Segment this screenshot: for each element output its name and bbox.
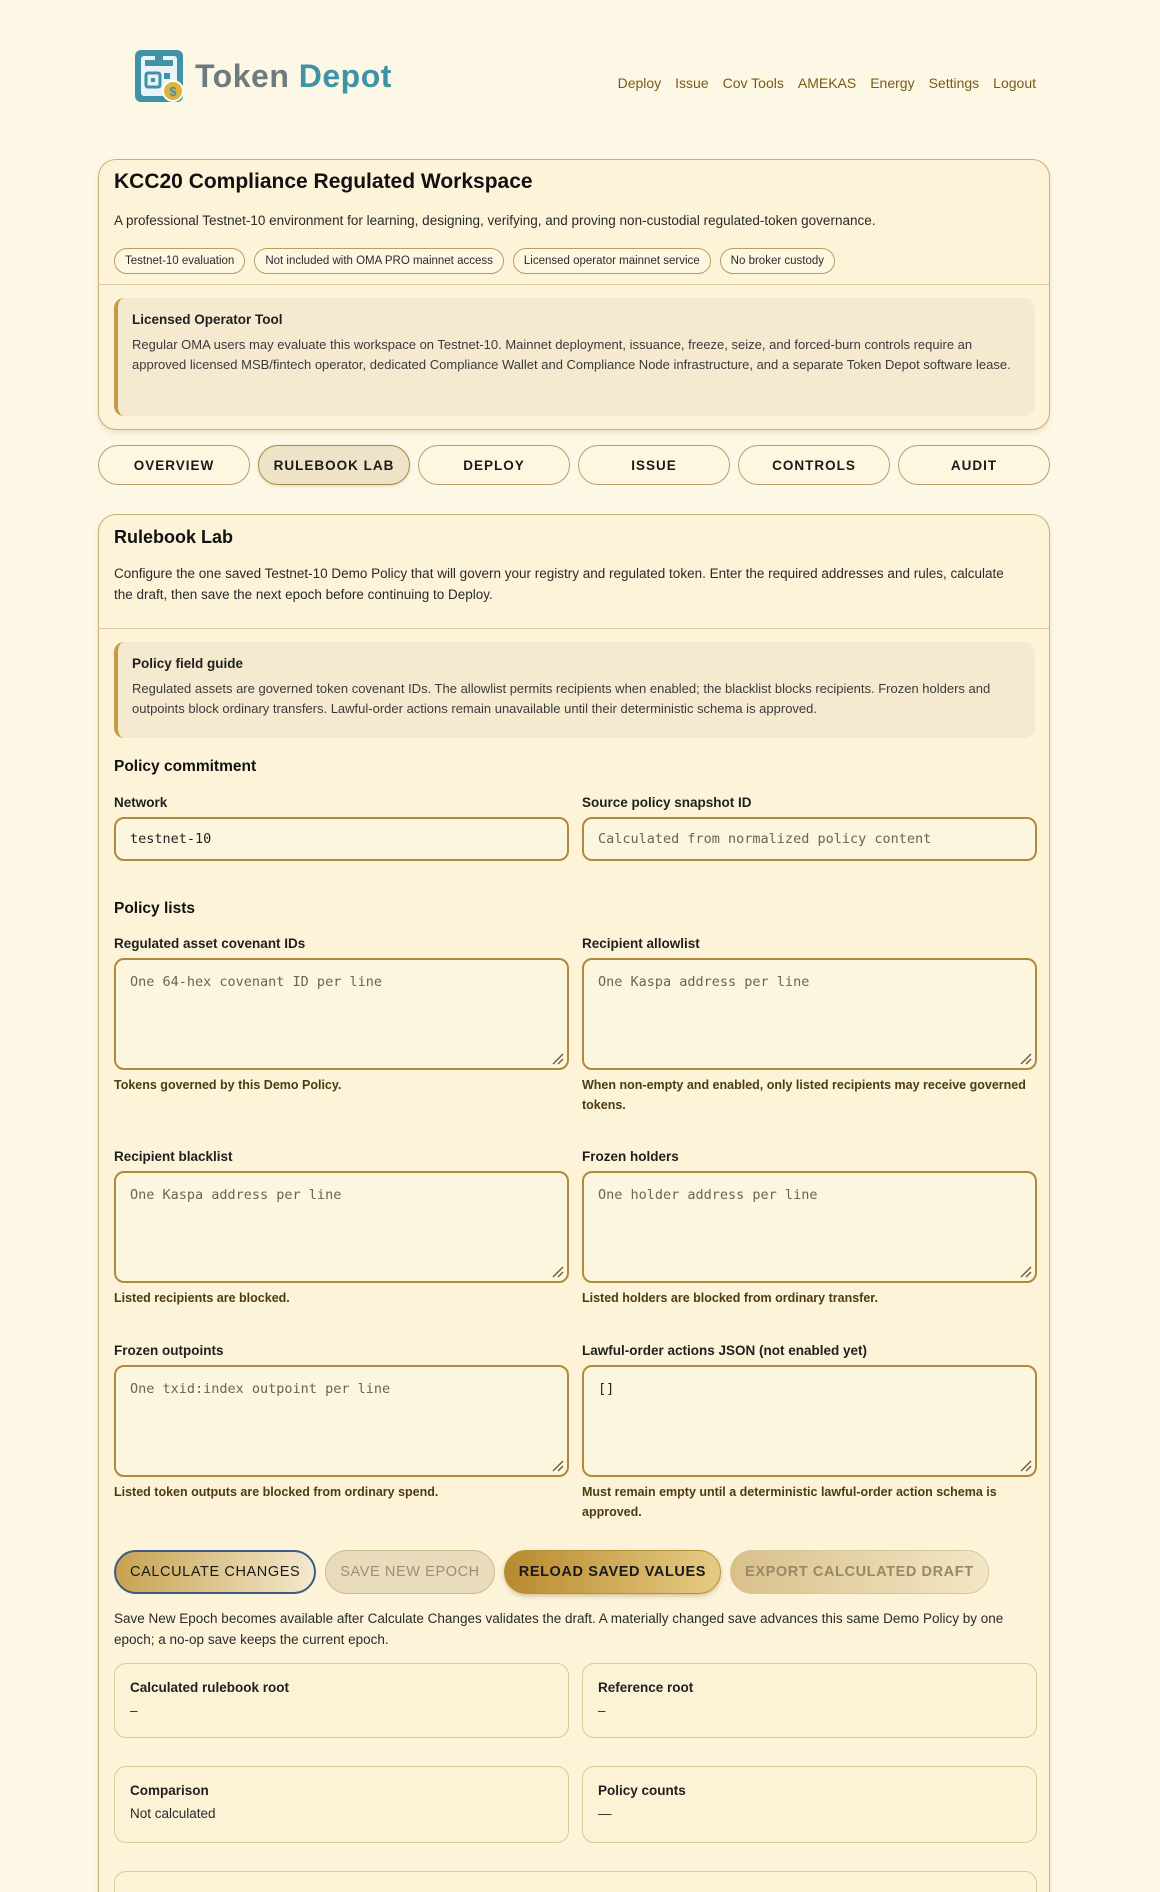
nav-issue[interactable]: Issue xyxy=(675,75,709,91)
resize-grip-icon[interactable] xyxy=(1018,1458,1032,1472)
tab-deploy[interactable]: DEPLOY xyxy=(418,445,570,485)
snapshot-id-field[interactable]: Calculated from normalized policy content xyxy=(582,817,1037,861)
blacklist-label: Recipient blacklist xyxy=(114,1149,233,1164)
workspace-tabs xyxy=(98,445,1050,485)
save-new-epoch-button[interactable]: SAVE NEW EPOCH xyxy=(325,1550,494,1594)
network-label: Network xyxy=(114,795,168,810)
frozen-outpoints-textarea[interactable] xyxy=(114,1365,569,1477)
tab-overview[interactable]: OVERVIEW xyxy=(98,445,250,485)
workspace-chips xyxy=(114,248,835,274)
policy-counts-card xyxy=(582,1766,1037,1843)
rulebook-actions xyxy=(114,1550,989,1594)
allowlist-label: Recipient allowlist xyxy=(582,936,700,951)
nav-settings[interactable]: Settings xyxy=(928,75,980,91)
reference-root-value: – xyxy=(598,1703,606,1718)
resize-grip-icon[interactable] xyxy=(550,1458,564,1472)
comparison-card xyxy=(114,1766,569,1843)
chip-testnet-evaluation: Testnet-10 evaluation xyxy=(114,248,245,274)
save-epoch-note: Save New Epoch becomes available after Calculate Changes validates the draft. A materially changed save advances this same Demo Policy by one epoch; a no-op save keeps the current epoch. xyxy=(114,1611,1004,1647)
tab-audit[interactable]: AUDIT xyxy=(898,445,1050,485)
top-bar xyxy=(0,0,1160,150)
snapshot-id-label: Source policy snapshot ID xyxy=(582,795,752,810)
comparison-title: Comparison xyxy=(130,1783,209,1798)
rulebook-description: Configure the one saved Testnet-10 Demo Policy that will govern your registry and regulated token. Enter the required addresses and rules, calculate the draft, then save the next epoch before continuing to Deploy. xyxy=(114,566,1004,602)
tab-controls[interactable]: CONTROLS xyxy=(738,445,890,485)
policy-commitment-heading: Policy commitment xyxy=(114,758,257,775)
resize-grip-icon[interactable] xyxy=(1018,1051,1032,1065)
reference-root-card xyxy=(582,1663,1037,1738)
frozen-holders-hint: Listed holders are blocked from ordinary transfer. xyxy=(582,1291,878,1305)
nav-cov-tools[interactable]: Cov Tools xyxy=(722,75,784,91)
resize-grip-icon[interactable] xyxy=(550,1051,564,1065)
allowlist-hint: When non-empty and enabled, only listed recipients may receive governed tokens. xyxy=(582,1078,1026,1112)
workspace-intro: A professional Testnet-10 environment for learning, designing, verifying, and proving non-custodial regulated-token governance. xyxy=(114,213,876,228)
allowlist-placeholder: One Kaspa address per line xyxy=(598,974,810,990)
resize-grip-icon[interactable] xyxy=(550,1264,564,1278)
frozen-outpoints-hint: Listed token outputs are blocked from ordinary spend. xyxy=(114,1485,439,1499)
rulebook-title: Rulebook Lab xyxy=(114,527,234,547)
policy-lists-heading: Policy lists xyxy=(114,900,195,917)
svg-text:$: $ xyxy=(169,84,177,99)
frozen-outpoints-label: Frozen outpoints xyxy=(114,1343,224,1358)
policy-counts-value: — xyxy=(598,1806,612,1821)
assets-hint: Tokens governed by this Demo Policy. xyxy=(114,1078,342,1092)
rulebook-lab-panel xyxy=(98,514,1050,1892)
assets-label: Regulated asset covenant IDs xyxy=(114,936,306,951)
token-depot-logo-icon xyxy=(133,47,187,105)
network-field[interactable]: testnet-10 xyxy=(114,817,569,861)
export-draft-button[interactable]: EXPORT CALCULATED DRAFT xyxy=(730,1550,989,1594)
rulebook-divider xyxy=(99,628,1049,629)
assets-textarea[interactable] xyxy=(114,958,569,1070)
calculated-root-card xyxy=(114,1663,569,1738)
chip-no-broker-custody: No broker custody xyxy=(720,248,835,274)
notice-title: Licensed Operator Tool xyxy=(132,312,283,327)
page-title: KCC20 Compliance Regulated Workspace xyxy=(114,170,533,193)
lawful-order-textarea[interactable] xyxy=(582,1365,1037,1477)
nav-amekas[interactable]: AMEKAS xyxy=(797,75,857,91)
notice-body: Regular OMA users may evaluate this workspace on Testnet-10. Mainnet deployment, issuance, freeze, seize, and forced-burn controls require an approved licensed MSB/fintech operator, dedicated Compliance Wallet and Compliance Node infrastructure, and a separate Token Depot software lease. xyxy=(132,337,1011,372)
tab-issue[interactable]: ISSUE xyxy=(578,445,730,485)
resize-grip-icon[interactable] xyxy=(1018,1264,1032,1278)
main-nav xyxy=(618,75,1036,91)
allowlist-textarea[interactable] xyxy=(582,958,1037,1070)
calculate-changes-button[interactable]: CALCULATE CHANGES xyxy=(114,1550,316,1594)
policy-field-guide xyxy=(114,642,1035,738)
reload-saved-values-button[interactable]: RELOAD SAVED VALUES xyxy=(504,1550,721,1594)
blacklist-hint: Listed recipients are blocked. xyxy=(114,1291,290,1305)
guide-title: Policy field guide xyxy=(132,656,244,671)
frozen-holders-label: Frozen holders xyxy=(582,1149,679,1164)
nav-energy[interactable]: Energy xyxy=(870,75,915,91)
lawful-order-value: [] xyxy=(598,1381,615,1397)
calculated-root-title: Calculated rulebook root xyxy=(130,1680,290,1695)
frozen-holders-textarea[interactable] xyxy=(582,1171,1037,1283)
next-result-card xyxy=(114,1871,1037,1892)
token-depot-logo[interactable] xyxy=(133,47,392,105)
calculated-root-value: – xyxy=(130,1703,138,1718)
nav-logout[interactable]: Logout xyxy=(993,75,1036,91)
blacklist-textarea[interactable] xyxy=(114,1171,569,1283)
frozen-outpoints-placeholder: One txid:index outpoint per line xyxy=(130,1381,391,1397)
assets-placeholder: One 64-hex covenant ID per line xyxy=(130,974,382,990)
header-divider xyxy=(99,284,1049,285)
blacklist-placeholder: One Kaspa address per line xyxy=(130,1187,342,1203)
token-depot-wordmark: Token Depot xyxy=(195,57,392,94)
chip-licensed-operator: Licensed operator mainnet service xyxy=(513,248,711,274)
comparison-value: Not calculated xyxy=(130,1806,216,1821)
policy-counts-title: Policy counts xyxy=(598,1783,686,1798)
guide-body: Regulated assets are governed token covenant IDs. The allowlist permits recipients when enabled; the blacklist blocks recipients. Frozen holders and outpoints block ordinary transfers. Lawful-order actions remain unavailable until their deterministic schema is approved. xyxy=(132,681,991,716)
lawful-order-hint: Must remain empty until a deterministic lawful-order action schema is approved. xyxy=(582,1485,997,1519)
licensed-operator-notice xyxy=(114,298,1035,416)
workspace-header-card xyxy=(98,159,1050,430)
frozen-holders-placeholder: One holder address per line xyxy=(598,1187,818,1203)
reference-root-title: Reference root xyxy=(598,1680,694,1695)
tab-rulebook-lab[interactable]: RULEBOOK LAB xyxy=(258,445,410,485)
nav-deploy[interactable]: Deploy xyxy=(617,75,662,91)
chip-not-included-oma-pro: Not included with OMA PRO mainnet access xyxy=(254,248,504,274)
lawful-order-label: Lawful-order actions JSON (not enabled yet) xyxy=(582,1343,868,1358)
